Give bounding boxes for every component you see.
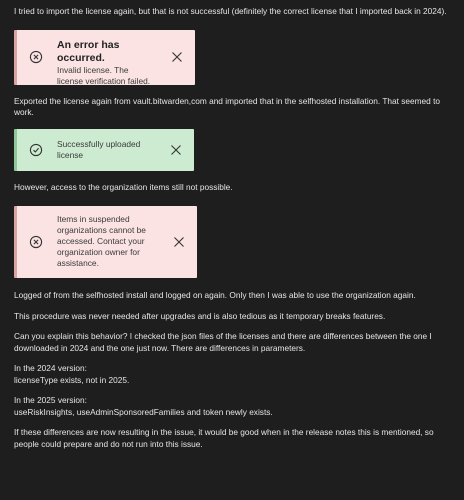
close-icon[interactable] [171, 51, 183, 63]
post-paragraph-2024-version-detail: licenseType exists, not in 2025. [14, 374, 130, 385]
close-icon[interactable] [173, 236, 185, 248]
post-paragraph-exported-license: Exported the license again from vault.bitwarden,com and imported that in the selfhosted installation. That seemed to work. [14, 95, 440, 117]
post-paragraph-procedure-tedious: This procedure was never needed after upgrades and is also tedious as it temporary breaks features. [14, 310, 386, 321]
success-toast-license-uploaded [14, 129, 194, 171]
error-toast-title: An error has occurred. [57, 38, 120, 64]
error-toast-message: Invalid license. The license verification failed. [57, 64, 151, 86]
success-toast-message: Successfully uploaded license [57, 138, 141, 160]
post-paragraph-release-notes: If these differences are now resulting in the issue, it would be good when in the release notes this is mentioned, so people could prepare and do not run into this issue. [14, 427, 434, 449]
post-paragraph-import-failed: I tried to import the license again, but that is not successful (definitely the correct license that I imported back in 2024). [14, 6, 447, 16]
error-circle-x-icon [29, 235, 43, 249]
error-toast-invalid-license [14, 30, 195, 85]
forum-post-body [14, 6, 456, 450]
post-paragraph-explain-behavior: Can you explain this behavior? I checked the json files of the licenses and there are differences between the one I downloaded in 2024 and the one just now. There are differences in parameters. [14, 331, 432, 353]
error-toast-suspended-organization [14, 206, 197, 278]
post-paragraph-logged-off: Logged of from the selfhosted install and logged on again. Only then I was able to use the organization again. [14, 290, 416, 300]
post-paragraph-2024-version-label: In the 2024 version: [14, 363, 87, 373]
post-paragraph-access-not-possible: However, access to the organization items still not possible. [14, 181, 233, 192]
check-circle-icon [29, 143, 43, 157]
post-paragraph-2025-version-label: In the 2025 version: [14, 395, 87, 405]
suspended-toast-message: Items in suspended organizations cannot be accessed. Contact your organization owner for assistance. [57, 214, 146, 268]
post-paragraph-2025-version-detail: useRiskInsights, useAdminSponsoredFamilies and token newly exists. [14, 406, 273, 417]
error-circle-x-icon [29, 50, 43, 64]
close-icon[interactable] [170, 144, 182, 156]
